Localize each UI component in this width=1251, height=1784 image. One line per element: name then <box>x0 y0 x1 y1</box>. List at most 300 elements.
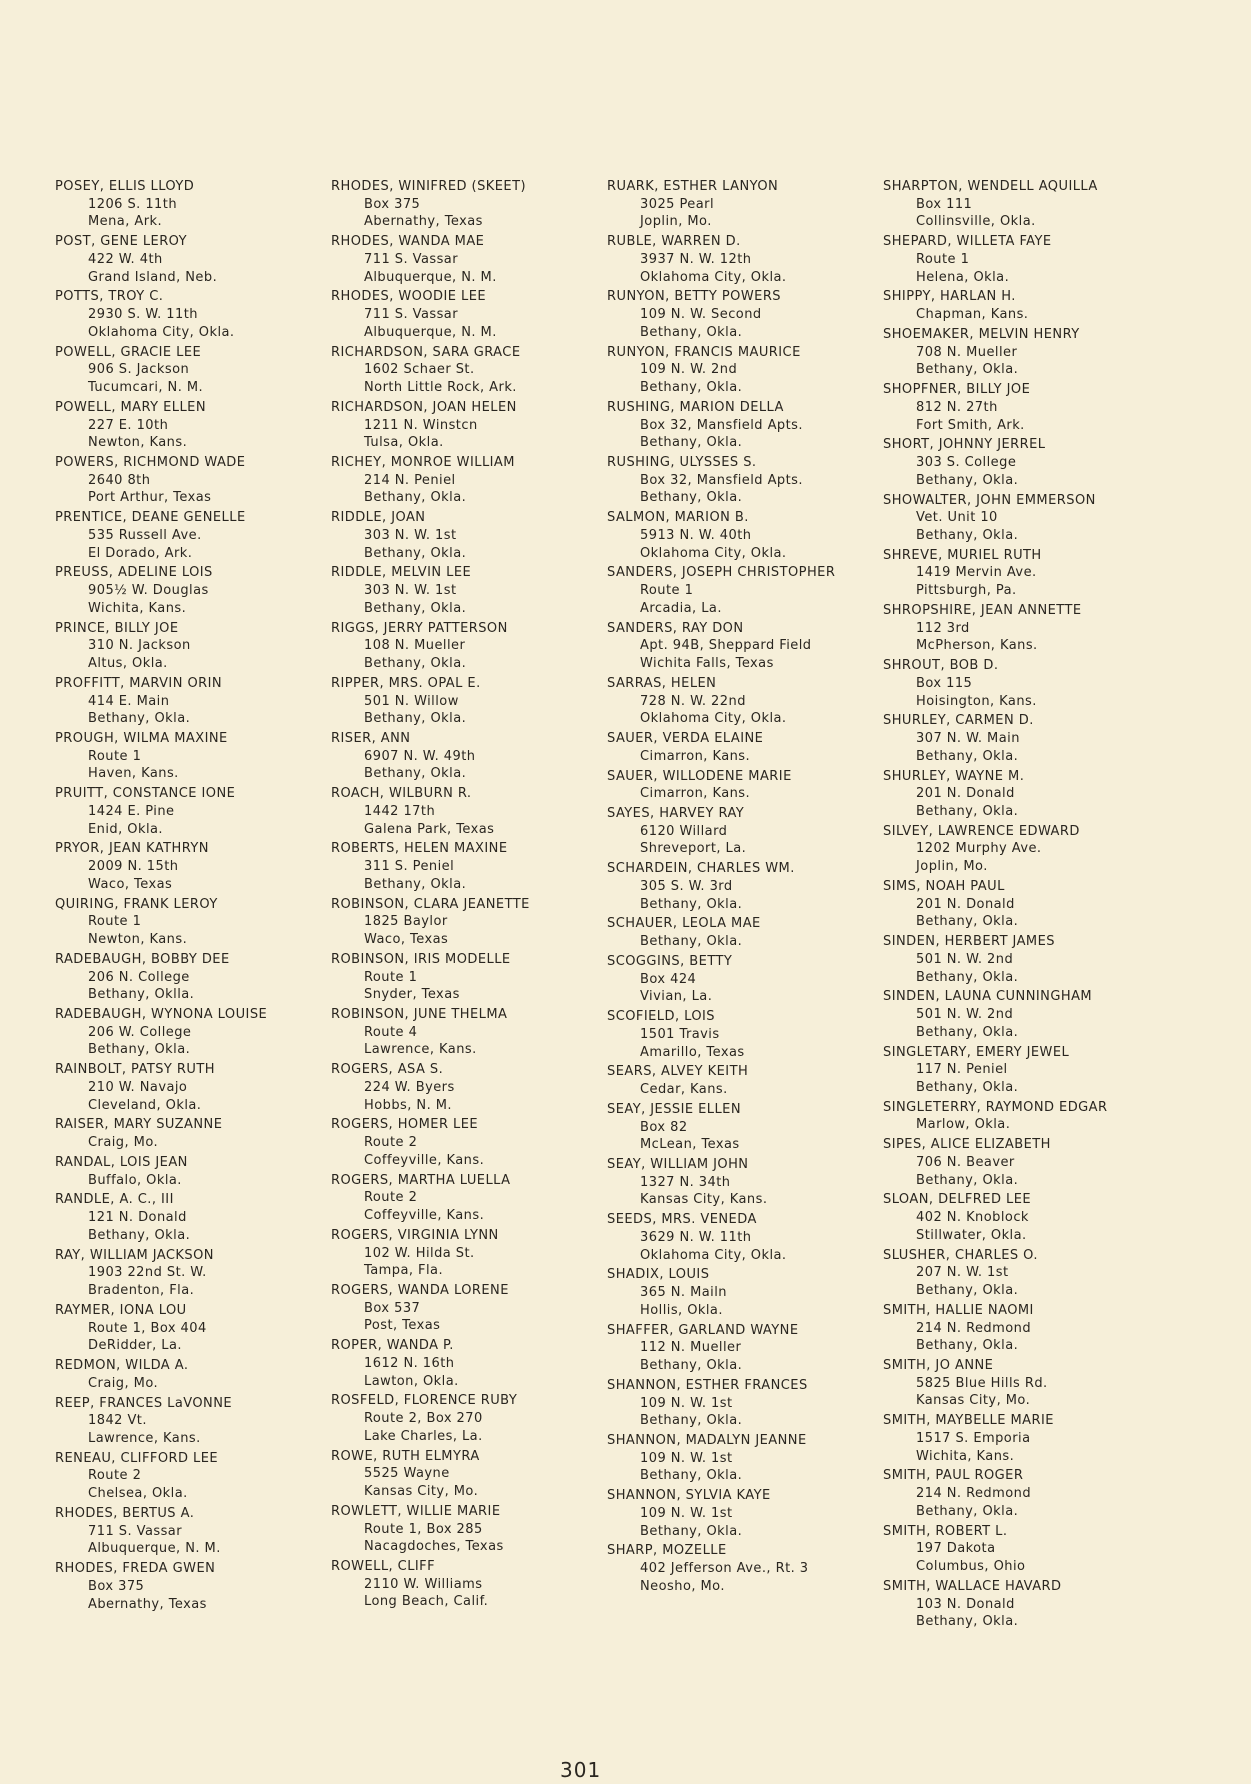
entry-name: RHODES, WINIFRED (SKEET) <box>331 179 526 194</box>
entry-address-line: Box 32, Mansfield Apts. <box>640 472 803 488</box>
entry-address-line: Bethany, Okla. <box>640 490 743 506</box>
entry-address-line: Bethany, Okla. <box>364 600 467 616</box>
entry-name: RAYMER, IONA LOU <box>55 1302 187 1318</box>
directory-entry <box>331 344 607 397</box>
entry-address-line: Bethany, Okla. <box>640 934 743 950</box>
entry-address-line: Bethany, Okla. <box>916 527 1019 543</box>
entry-address-line: Lawrence, Kans. <box>364 1042 477 1058</box>
entry-address-line: 402 Jefferson Ave., Rt. 3 <box>640 1561 809 1577</box>
entry-address-line: 109 N. W. 2nd <box>640 362 738 378</box>
entry-address-line: Bethany, Okla. <box>88 711 191 727</box>
entry-address-line: Oklahoma City, Okla. <box>640 269 787 285</box>
entry-address-line: Bethany, Okla. <box>916 1614 1019 1630</box>
entry-address-line: 117 N. Peniel <box>916 1062 1008 1078</box>
entry-address-line: Bethany, Okla. <box>364 766 467 782</box>
directory-entry <box>55 620 331 673</box>
entry-address-line: Bradenton, Fla. <box>88 1283 195 1299</box>
entry-address-line: 311 S. Peniel <box>364 859 455 875</box>
entry-address-line: 1842 Vt. <box>88 1413 147 1429</box>
entry-address-line: Box 424 <box>640 971 697 987</box>
entry-address-line: Grand Island, Neb. <box>88 269 218 285</box>
entry-address-line: Neosho, Mo. <box>640 1578 725 1594</box>
entry-address-line: 5825 Blue Hills Rd. <box>916 1375 1048 1391</box>
entry-address-line: Bethany, Okla. <box>640 1468 743 1484</box>
entry-name: QUIRING, FRANK LEROY <box>55 896 218 912</box>
entry-address-line: Hobbs, N. M. <box>364 1097 453 1113</box>
entry-name: RHODES, WANDA MAE <box>331 234 485 250</box>
entry-name: SIPES, ALICE ELIZABETH <box>883 1137 1051 1153</box>
entry-name: RIGGS, JERRY PATTERSON <box>331 620 508 636</box>
directory-entry <box>883 436 1159 489</box>
entry-address-line: 1424 E. Pine <box>88 803 175 819</box>
entry-name: ROGERS, MARTHA LUELLA <box>331 1172 511 1188</box>
entry-address-line: Long Beach, Calif. <box>364 1594 489 1610</box>
directory-entry <box>55 564 331 617</box>
directory-entry <box>607 915 883 950</box>
entry-address-line: Bethany, Okla. <box>640 1523 743 1539</box>
directory-entry <box>607 675 883 728</box>
directory-column-1 <box>55 178 331 1633</box>
directory-entry <box>55 454 331 507</box>
entry-address-line: Bethany, Okla. <box>916 1283 1019 1299</box>
directory-entry <box>55 1302 331 1355</box>
entry-address-line: 214 N. Peniel <box>364 472 456 488</box>
entry-address-line: 109 N. W. Second <box>640 307 762 323</box>
directory-entry <box>55 1357 331 1392</box>
entry-address-line: Chelsea, Okla. <box>88 1486 188 1502</box>
entry-address-line: Box 115 <box>916 675 973 691</box>
entry-name: SHOWALTER, JOHN EMMERSON <box>883 492 1096 508</box>
directory-entry <box>607 509 883 562</box>
entry-name: SHIPPY, HARLAN H. <box>883 289 1016 305</box>
entry-address-line: Coffeyville, Kans. <box>364 1152 485 1168</box>
entry-name: SHROUT, BOB D. <box>883 658 999 674</box>
entry-name: SCOFIELD, LOIS <box>607 1009 716 1025</box>
directory-columns <box>55 178 1215 1633</box>
entry-name: SHROPSHIRE, JEAN ANNETTE <box>883 602 1082 618</box>
entry-name: SEARS, ALVEY KEITH <box>607 1064 749 1080</box>
entry-address-line: Box 111 <box>916 196 973 212</box>
entry-name: SAUER, WILLODENE MARIE <box>607 768 792 784</box>
directory-entry <box>55 1505 331 1558</box>
entry-address-line: Lawton, Okla. <box>364 1373 459 1389</box>
entry-address-line: 2009 N. 15th <box>88 859 179 875</box>
entry-name: RHODES, FREDA GWEN <box>55 1561 216 1577</box>
directory-entry <box>55 951 331 1004</box>
entry-name: RUSHING, ULYSSES S. <box>607 455 757 471</box>
entry-name: SINGLETERRY, RAYMOND EDGAR <box>883 1099 1108 1115</box>
entry-address-line: Hollis, Okla. <box>640 1302 723 1318</box>
directory-entry <box>883 768 1159 821</box>
entry-address-line: 112 3rd <box>916 620 970 636</box>
entry-address-line: Stillwater, Okla. <box>916 1227 1027 1243</box>
directory-entry <box>883 547 1159 600</box>
entry-name: SANDERS, RAY DON <box>607 620 744 636</box>
entry-address-line: 310 N. Jackson <box>88 638 191 654</box>
directory-entry <box>55 1395 331 1448</box>
entry-address-line: Columbus, Ohio <box>916 1559 1026 1575</box>
directory-entry <box>331 399 607 452</box>
entry-name: PREUSS, ADELINE LOIS <box>55 565 213 581</box>
entry-name: SHURLEY, CARMEN D. <box>883 713 1034 729</box>
entry-name: SARRAS, HELEN <box>607 675 717 691</box>
entry-address-line: Bethany, Okla. <box>916 1172 1019 1188</box>
entry-address-line: Enid, Okla. <box>88 821 164 837</box>
entry-address-line: Joplin, Mo. <box>640 214 712 230</box>
directory-entry <box>55 1116 331 1151</box>
entry-address-line: 905½ W. Douglas <box>88 583 209 599</box>
directory-entry <box>607 953 883 1006</box>
directory-entry <box>607 1432 883 1485</box>
entry-address-line: 1206 S. 11th <box>88 196 178 212</box>
entry-address-line: 1419 Mervin Ave. <box>916 565 1037 581</box>
entry-name: SMITH, ROBERT L. <box>883 1523 1008 1539</box>
entry-address-line: 108 N. Mueller <box>364 638 466 654</box>
entry-address-line: Bethany, Okla. <box>640 1413 743 1429</box>
entry-address-line: Cleveland, Okla. <box>88 1097 202 1113</box>
entry-name: RIDDLE, JOAN <box>331 510 426 526</box>
entry-name: ROWELL, CLIFF <box>331 1559 436 1575</box>
directory-entry <box>607 1063 883 1098</box>
entry-name: PRENTICE, DEANE GENELLE <box>55 510 246 526</box>
entry-address-line: Bethany, Okla. <box>88 1227 191 1243</box>
entry-address-line: Box 537 <box>364 1300 421 1316</box>
directory-entry <box>883 823 1159 876</box>
directory-column-4 <box>883 178 1159 1633</box>
entry-name: ROGERS, HOMER LEE <box>331 1117 479 1133</box>
entry-name: RUNYON, FRANCIS MAURICE <box>607 344 801 360</box>
directory-entry <box>607 1266 883 1319</box>
entry-name: SEAY, WILLIAM JOHN <box>607 1157 749 1173</box>
entry-name: RUBLE, WARREN D. <box>607 234 741 250</box>
directory-entry <box>55 896 331 949</box>
directory-entry <box>607 399 883 452</box>
entry-name: SAUER, VERDA ELAINE <box>607 731 764 747</box>
entry-address-line: 2110 W. Williams <box>364 1576 483 1592</box>
page-number: 301 <box>560 1758 602 1782</box>
directory-entry <box>883 1136 1159 1189</box>
directory-entry <box>607 233 883 286</box>
entry-name: SAYES, HARVEY RAY <box>607 806 745 822</box>
directory-entry <box>55 288 331 341</box>
entry-address-line: Tulsa, Okla. <box>364 435 444 451</box>
entry-address-line: 206 W. College <box>88 1024 192 1040</box>
entry-name: RAISER, MARY SUZANNE <box>55 1117 223 1133</box>
entry-name: ROWLETT, WILLIE MARIE <box>331 1503 501 1519</box>
entry-address-line: Albuquerque, N. M. <box>364 324 497 340</box>
directory-entry <box>607 620 883 673</box>
entry-address-line: 1211 N. Winstcn <box>364 417 478 433</box>
entry-address-line: 201 N. Donald <box>916 896 1015 912</box>
entry-name: RANDLE, A. C., III <box>55 1192 174 1208</box>
entry-name: SINDEN, HERBERT JAMES <box>883 934 1055 950</box>
entry-address-line: 711 S. Vassar <box>88 1523 183 1539</box>
entry-address-line: Newton, Kans. <box>88 435 188 451</box>
entry-name: RIDDLE, MELVIN LEE <box>331 565 472 581</box>
entry-address-line: 2640 8th <box>88 472 151 488</box>
directory-entry <box>55 1061 331 1114</box>
entry-address-line: Chapman, Kans. <box>916 307 1029 323</box>
directory-entry <box>607 1211 883 1264</box>
directory-entry <box>331 1282 607 1335</box>
entry-name: SHADIX, LOUIS <box>607 1267 710 1283</box>
entry-name: SMITH, MAYBELLE MARIE <box>883 1413 1054 1429</box>
directory-entry <box>607 730 883 765</box>
directory-entry <box>883 602 1159 655</box>
entry-name: RUNYON, BETTY POWERS <box>607 289 782 305</box>
entry-address-line: 501 N. W. 2nd <box>916 1007 1014 1023</box>
entry-address-line: Newton, Kans. <box>88 932 188 948</box>
entry-address-line: 1612 N. 16th <box>364 1355 455 1371</box>
directory-entry <box>607 1542 883 1595</box>
directory-entry <box>55 785 331 838</box>
entry-address-line: Collinsville, Okla. <box>916 214 1036 230</box>
entry-name: RHODES, BERTUS A. <box>55 1505 195 1521</box>
entry-address-line: Bethany, Okla. <box>88 1042 191 1058</box>
entry-address-line: 210 W. Navajo <box>88 1079 188 1095</box>
entry-name: SMITH, HALLIE NAOMI <box>883 1302 1034 1318</box>
directory-entry <box>607 805 883 858</box>
entry-address-line: 3629 N. W. 11th <box>640 1229 752 1245</box>
directory-entry <box>331 1006 607 1059</box>
entry-address-line: Snyder, Texas <box>364 987 460 1003</box>
entry-address-line: Bethany, Okla. <box>916 969 1019 985</box>
directory-entry <box>883 878 1159 931</box>
directory-entry <box>607 1377 883 1430</box>
directory-entry <box>331 1061 607 1114</box>
entry-name: PRINCE, BILLY JOE <box>55 620 179 636</box>
directory-entry <box>883 233 1159 286</box>
directory-entry <box>331 509 607 562</box>
entry-address-line: 1202 Murphy Ave. <box>916 841 1042 857</box>
entry-name: ROPER, WANDA P. <box>331 1338 454 1354</box>
entry-name: POWERS, RICHMOND WADE <box>55 455 246 471</box>
entry-address-line: North Little Rock, Ark. <box>364 380 517 396</box>
entry-address-line: DeRidder, La. <box>88 1338 182 1354</box>
entry-address-line: 728 N. W. 22nd <box>640 693 746 709</box>
directory-entry <box>883 712 1159 765</box>
entry-name: POWELL, MARY ELLEN <box>55 399 207 415</box>
entry-name: SEAY, JESSIE ELLEN <box>607 1101 742 1117</box>
entry-address-line: Craig, Mo. <box>88 1375 159 1391</box>
entry-address-line: 706 N. Beaver <box>916 1154 1015 1170</box>
entry-address-line: Kansas City, Kans. <box>640 1192 768 1208</box>
entry-address-line: 1442 17th <box>364 803 436 819</box>
directory-entry <box>883 1467 1159 1520</box>
directory-entry <box>331 840 607 893</box>
entry-address-line: 5525 Wayne <box>364 1466 450 1482</box>
entry-address-line: Bethany, Okla. <box>640 1358 743 1374</box>
entry-name: SALMON, MARION B. <box>607 510 749 526</box>
entry-address-line: Shreveport, La. <box>640 841 747 857</box>
entry-address-line: 1825 Baylor <box>364 914 448 930</box>
entry-address-line: 422 W. 4th <box>88 251 163 267</box>
entry-address-line: Pittsburgh, Pa. <box>916 583 1017 599</box>
directory-entry <box>331 1392 607 1445</box>
directory-entry <box>331 1503 607 1556</box>
directory-entry <box>331 785 607 838</box>
entry-address-line: Route 1 <box>88 748 142 764</box>
entry-name: SMITH, PAUL ROGER <box>883 1468 1024 1484</box>
entry-address-line: 1602 Schaer St. <box>364 362 475 378</box>
entry-name: ROBERTS, HELEN MAXINE <box>331 841 508 857</box>
entry-address-line: 3025 Pearl <box>640 196 715 212</box>
entry-address-line: Bethany, Okla. <box>916 914 1019 930</box>
entry-address-line: 214 N. Redmond <box>916 1320 1032 1336</box>
entry-address-line: 303 N. W. 1st <box>364 527 457 543</box>
entry-address-line: 6907 N. W. 49th <box>364 748 476 764</box>
directory-entry <box>55 344 331 397</box>
directory-entry <box>331 233 607 286</box>
entry-name: RICHARDSON, JOAN HELEN <box>331 399 517 415</box>
directory-entry <box>883 1412 1159 1465</box>
entry-address-line: Wichita, Kans. <box>916 1448 1015 1464</box>
entry-address-line: Lake Charles, La. <box>364 1428 483 1444</box>
entry-address-line: Cimarron, Kans. <box>640 786 751 802</box>
entry-address-line: 214 N. Redmond <box>916 1486 1032 1502</box>
entry-address-line: 812 N. 27th <box>916 399 998 415</box>
directory-entry <box>55 178 331 231</box>
directory-entry <box>607 454 883 507</box>
entry-address-line: Nacagdoches, Texas <box>364 1539 504 1555</box>
entry-name: ROBINSON, IRIS MODELLE <box>331 951 511 967</box>
entry-address-line: Bethany, Oklla. <box>88 987 195 1003</box>
entry-address-line: Tucumcari, N. M. <box>88 380 204 396</box>
directory-entry <box>55 1560 331 1613</box>
entry-address-line: Box 82 <box>640 1119 688 1135</box>
directory-entry <box>331 564 607 617</box>
entry-address-line: 906 S. Jackson <box>88 362 190 378</box>
entry-name: RICHEY, MONROE WILLIAM <box>331 455 515 471</box>
entry-name: ROBINSON, JUNE THELMA <box>331 1007 508 1023</box>
entry-address-line: 711 S. Vassar <box>364 307 459 323</box>
directory-entry <box>607 1101 883 1154</box>
entry-name: RICHARDSON, SARA GRACE <box>331 344 521 360</box>
entry-address-line: Route 1 <box>88 914 142 930</box>
directory-entry <box>331 1227 607 1280</box>
directory-entry <box>883 1044 1159 1097</box>
entry-address-line: 1903 22nd St. W. <box>88 1265 207 1281</box>
entry-address-line: Albuquerque, N. M. <box>364 269 497 285</box>
entry-address-line: Bethany, Okla. <box>916 1338 1019 1354</box>
directory-entry <box>331 1172 607 1225</box>
entry-address-line: Box 375 <box>364 196 421 212</box>
directory-column-3 <box>607 178 883 1633</box>
directory-entry <box>883 1302 1159 1355</box>
entry-address-line: 2930 S. W. 11th <box>88 307 198 323</box>
directory-entry <box>883 1247 1159 1300</box>
entry-address-line: Post, Texas <box>364 1318 441 1334</box>
entry-address-line: 307 N. W. Main <box>916 731 1020 747</box>
entry-address-line: 102 W. Hilda St. <box>364 1245 475 1261</box>
entry-address-line: 227 E. 10th <box>88 417 169 433</box>
entry-name: SHOPFNER, BILLY JOE <box>883 382 1031 398</box>
directory-entry <box>607 288 883 341</box>
entry-address-line: McPherson, Kans. <box>916 638 1038 654</box>
entry-name: PROUGH, WILMA MAXINE <box>55 731 228 747</box>
entry-address-line: Mena, Ark. <box>88 214 163 230</box>
entry-name: SMITH, WALLACE HAVARD <box>883 1578 1062 1594</box>
entry-address-line: Amarillo, Texas <box>640 1044 745 1060</box>
directory-entry <box>607 564 883 617</box>
entry-address-line: Cedar, Kans. <box>640 1082 728 1098</box>
entry-address-line: Wichita Falls, Texas <box>640 656 774 672</box>
entry-name: ROGERS, VIRGINIA LYNN <box>331 1227 499 1243</box>
directory-entry <box>331 1337 607 1390</box>
entry-address-line: Bethany, Okla. <box>364 490 467 506</box>
entry-name: SCOGGINS, BETTY <box>607 953 733 969</box>
entry-name: SHAFFER, GARLAND WAYNE <box>607 1322 799 1338</box>
entry-address-line: Joplin, Mo. <box>916 859 988 875</box>
entry-address-line: Fort Smith, Ark. <box>916 417 1025 433</box>
entry-address-line: 303 N. W. 1st <box>364 583 457 599</box>
entry-address-line: 365 N. Mailn <box>640 1285 727 1301</box>
directory-entry <box>55 840 331 893</box>
directory-entry <box>883 492 1159 545</box>
directory-entry <box>607 1156 883 1209</box>
directory-column-2 <box>331 178 607 1633</box>
entry-name: ROACH, WILBURN R. <box>331 786 472 802</box>
entry-address-line: 501 N. Willow <box>364 693 459 709</box>
entry-address-line: 121 N. Donald <box>88 1210 187 1226</box>
entry-address-line: Bethany, Okla. <box>916 1503 1019 1519</box>
entry-address-line: Route 2 <box>88 1468 142 1484</box>
directory-entry <box>883 1357 1159 1410</box>
directory-entry <box>331 896 607 949</box>
entry-address-line: 201 N. Donald <box>916 786 1015 802</box>
entry-name: SCHARDEIN, CHARLES WM. <box>607 861 795 877</box>
entry-name: SHURLEY, WAYNE M. <box>883 768 1025 784</box>
entry-address-line: Route 1, Box 404 <box>88 1320 207 1336</box>
entry-address-line: 1327 N. 34th <box>640 1174 731 1190</box>
entry-name: REEP, FRANCES LaVONNE <box>55 1395 233 1411</box>
entry-address-line: Craig, Mo. <box>88 1135 159 1151</box>
entry-address-line: 207 N. W. 1st <box>916 1265 1009 1281</box>
entry-address-line: Bethany, Okla. <box>916 748 1019 764</box>
entry-address-line: Vet. Unit 10 <box>916 510 998 526</box>
entry-address-line: Galena Park, Texas <box>364 821 495 837</box>
entry-address-line: Oklahoma City, Okla. <box>640 1247 787 1263</box>
entry-name: SINGLETARY, EMERY JEWEL <box>883 1044 1070 1060</box>
directory-entry <box>607 1487 883 1540</box>
entry-name: SEEDS, MRS. VENEDA <box>607 1212 757 1228</box>
entry-address-line: Bethany, Okla. <box>916 472 1019 488</box>
directory-entry <box>331 675 607 728</box>
entry-address-line: 109 N. W. 1st <box>640 1395 733 1411</box>
directory-entry <box>331 288 607 341</box>
directory-entry <box>55 1006 331 1059</box>
entry-address-line: Apt. 94B, Sheppard Field <box>640 638 812 654</box>
entry-address-line: Route 2, Box 270 <box>364 1411 483 1427</box>
entry-address-line: Bethany, Okla. <box>916 1079 1019 1095</box>
entry-name: SILVEY, LAWRENCE EDWARD <box>883 823 1080 839</box>
entry-address-line: Bethany, Okla. <box>640 435 743 451</box>
entry-address-line: Tampa, Fla. <box>364 1263 444 1279</box>
entry-address-line: Box 32, Mansfield Apts. <box>640 417 803 433</box>
entry-name: RAINBOLT, PATSY RUTH <box>55 1062 215 1078</box>
entry-address-line: 103 N. Donald <box>916 1596 1015 1612</box>
entry-address-line: Hoisington, Kans. <box>916 693 1037 709</box>
directory-entry <box>883 1523 1159 1576</box>
entry-address-line: Bethany, Okla. <box>640 380 743 396</box>
entry-address-line: Bethany, Okla. <box>640 896 743 912</box>
entry-name: PRYOR, JEAN KATHRYN <box>55 841 209 857</box>
entry-address-line: Haven, Kans. <box>88 766 179 782</box>
entry-address-line: Buffalo, Okla. <box>88 1172 182 1188</box>
directory-entry <box>883 1578 1159 1631</box>
entry-address-line: Abernathy, Texas <box>364 214 483 230</box>
entry-name: POST, GENE LEROY <box>55 234 188 250</box>
